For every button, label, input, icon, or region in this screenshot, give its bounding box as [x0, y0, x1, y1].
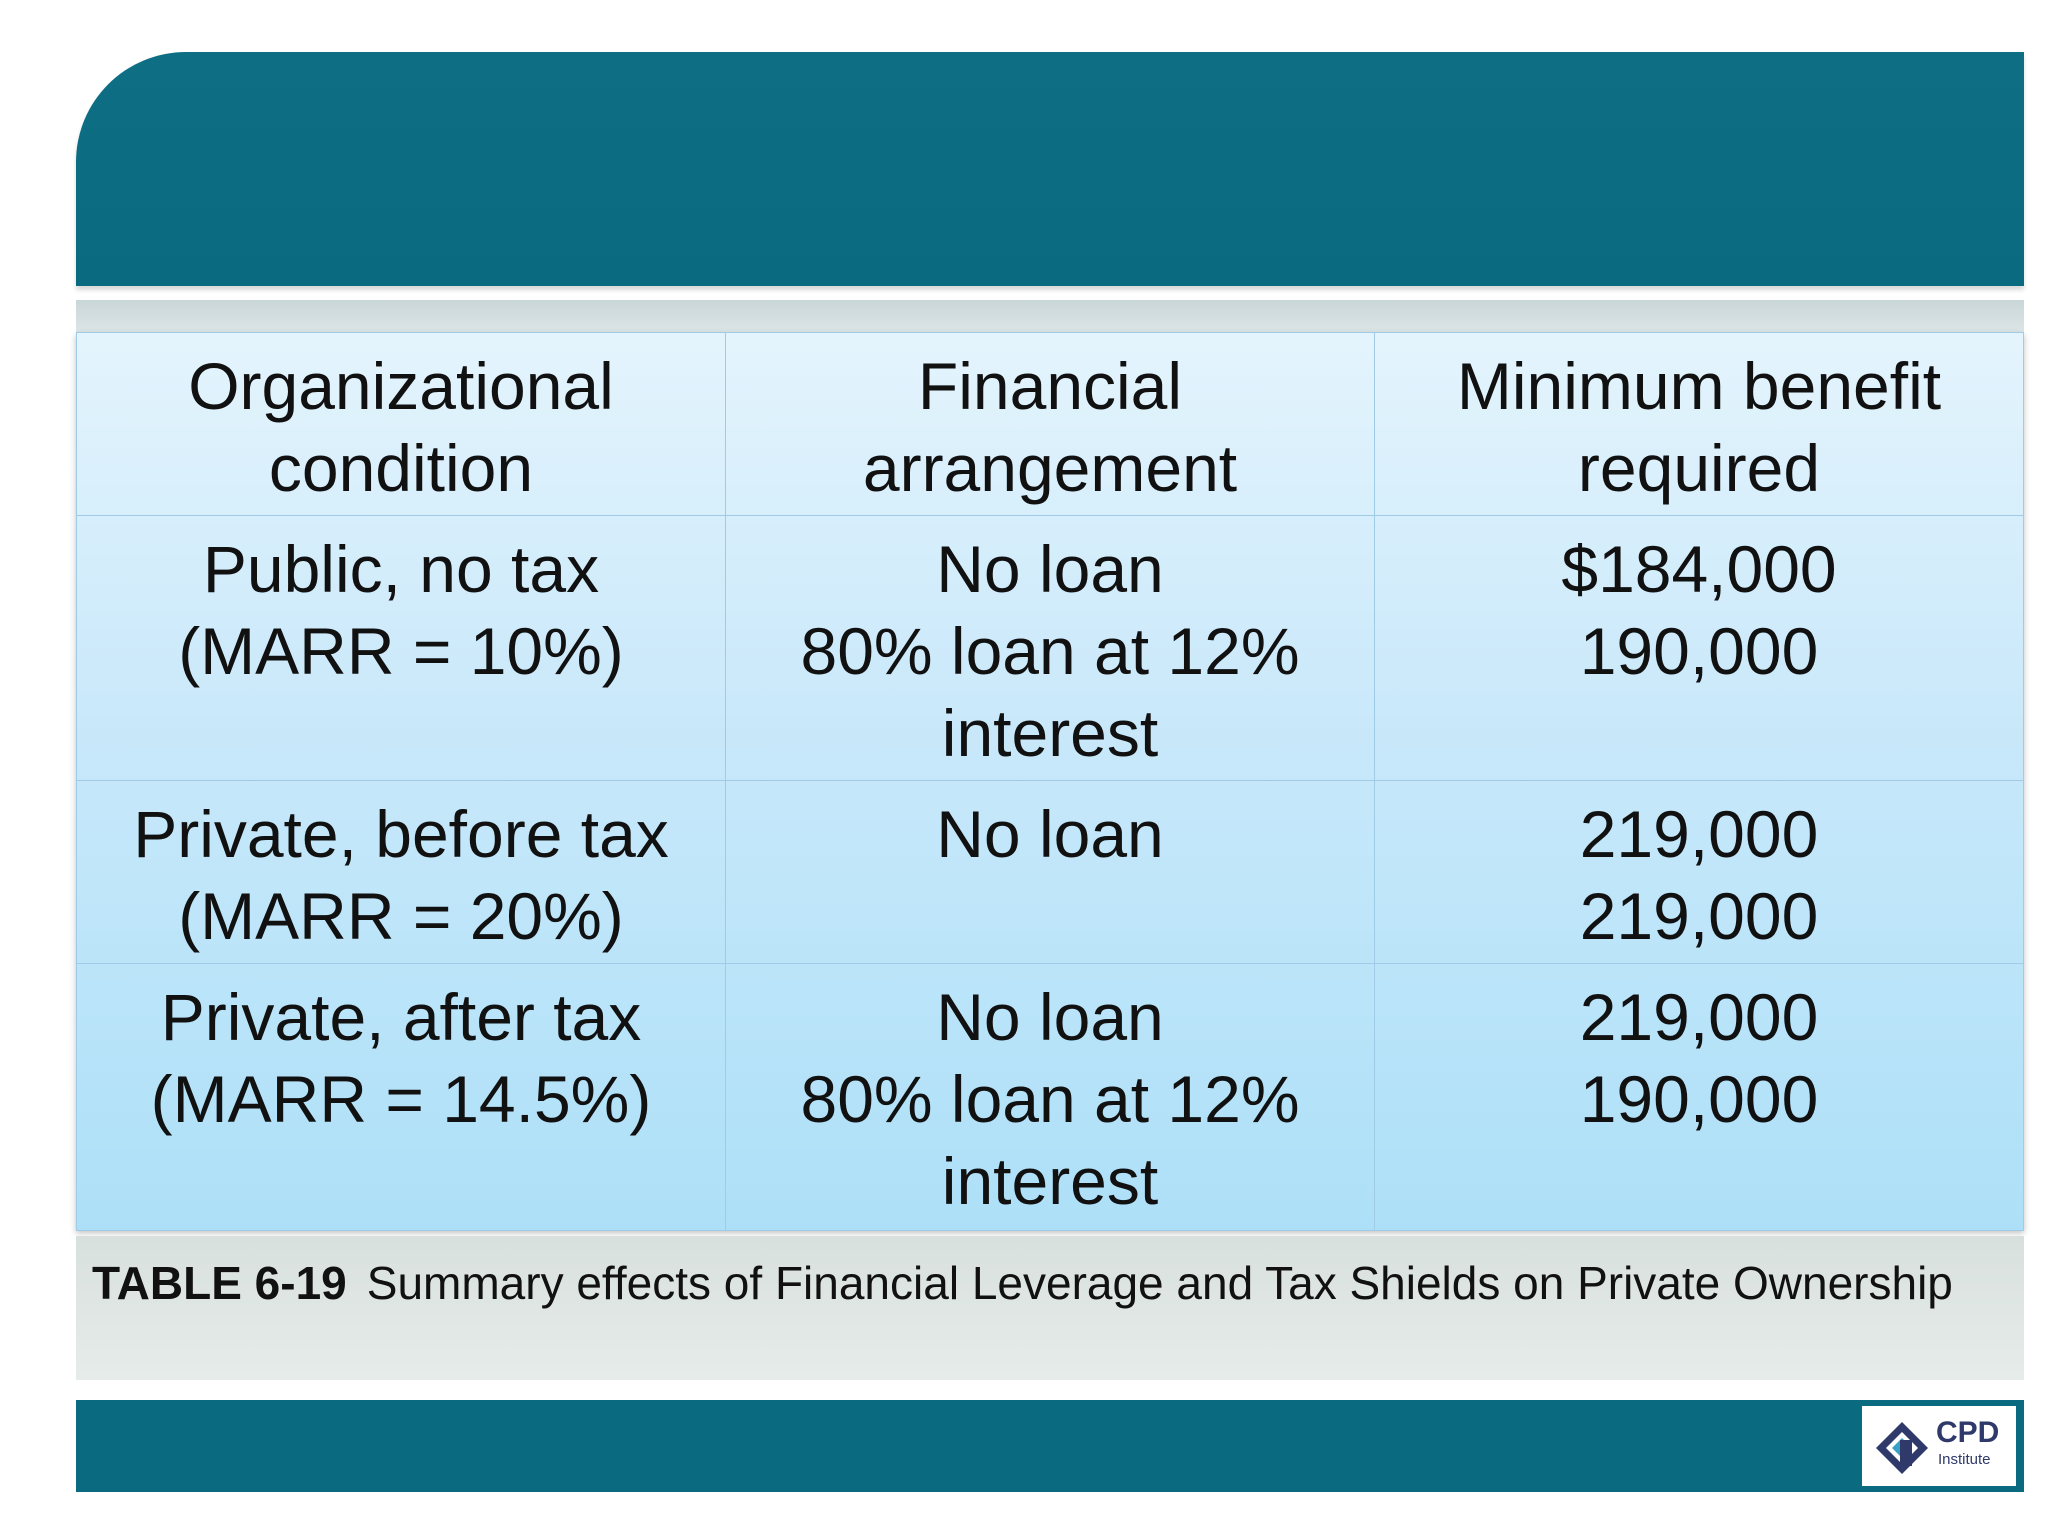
cell-benefit: 219,000 219,000	[1375, 781, 2024, 964]
cpd-logo	[1862, 1406, 2016, 1486]
cell-condition: Public, no tax (MARR = 10%)	[77, 516, 726, 781]
header-financial-arrangement: Financial arrangement	[726, 333, 1375, 516]
header-divider-strip	[76, 300, 2024, 336]
table-row	[77, 516, 2024, 781]
caption-band	[76, 1236, 2024, 1380]
summary-table-container	[76, 332, 2024, 1230]
table-row	[77, 781, 2024, 964]
table-caption	[92, 1252, 1992, 1314]
cell-arrangement: No loan 80% loan at 12% interest	[726, 964, 1375, 1231]
cell-arrangement: No loan 80% loan at 12% interest	[726, 516, 1375, 781]
table-row	[77, 964, 2024, 1231]
summary-table	[76, 332, 2024, 1231]
logo-name: CPD	[1936, 1416, 2000, 1449]
caption-text: Summary effects of Financial Leverage and Tax Shields on Private Ownership	[366, 1257, 1953, 1309]
cell-benefit: $184,000 190,000	[1375, 516, 2024, 781]
cell-condition: Private, after tax (MARR = 14.5%)	[77, 964, 726, 1231]
logo-subtitle: Institute	[1938, 1451, 1991, 1468]
header-minimum-benefit: Minimum benefit required	[1375, 333, 2024, 516]
footer-band	[76, 1400, 2024, 1492]
header-organizational-condition: Organizational condition	[77, 333, 726, 516]
header-band	[76, 52, 2024, 286]
table-header-row	[77, 333, 2024, 516]
cell-arrangement: No loan	[726, 781, 1375, 964]
cpd-diamond-icon	[1874, 1420, 1930, 1476]
caption-label: TABLE 6-19	[92, 1257, 347, 1309]
cell-benefit: 219,000 190,000	[1375, 964, 2024, 1231]
cell-condition: Private, before tax (MARR = 20%)	[77, 781, 726, 964]
